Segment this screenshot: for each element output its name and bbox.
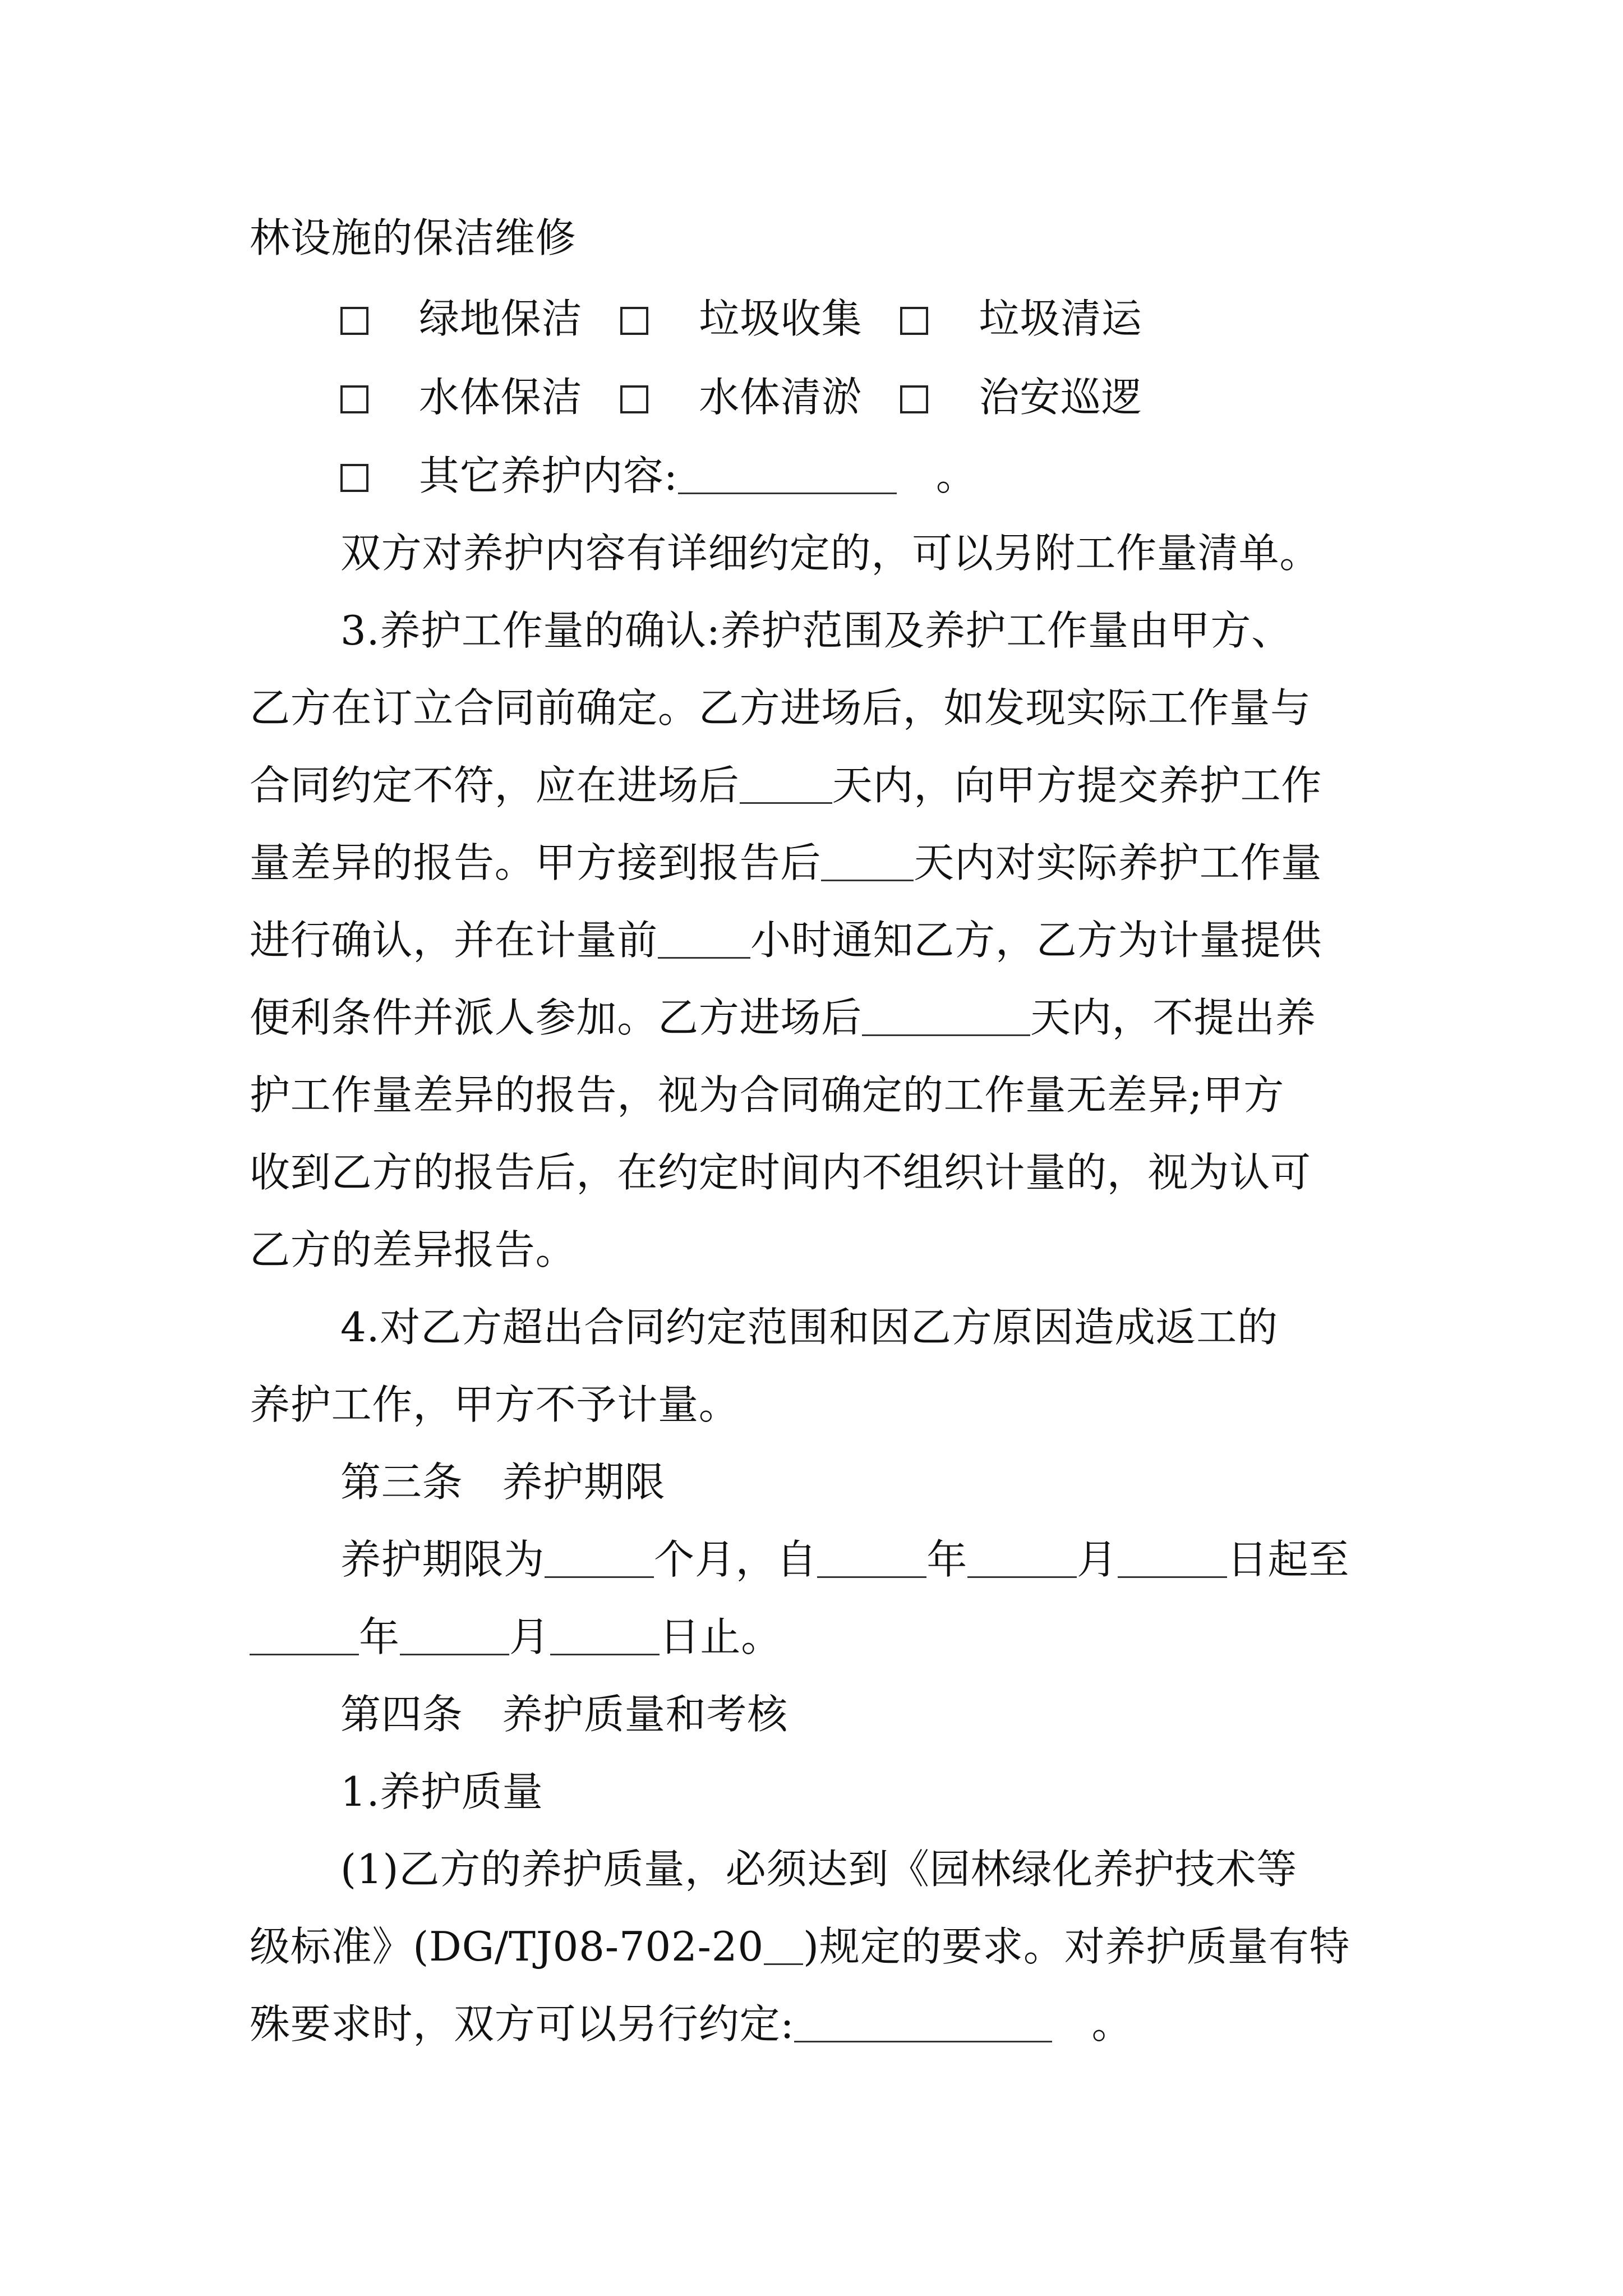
label-other-maintenance: 其它养护内容: [419, 452, 678, 499]
s3-line-8: 收到乙方的报告后，在约定时间内不组织计量的，视为认可 [250, 1149, 1311, 1196]
s3-line-4-text-b: 天内对实际养护工作量 [914, 839, 1322, 886]
quality-line-3-text: 殊要求时，双方可以另行约定: [250, 2000, 795, 2047]
s3-line-4-text-a: 量差异的报告。甲方接到报告后 [250, 839, 822, 886]
term-line-1 [340, 1536, 1350, 1583]
article-4-title: 养护质量和考核 [502, 1691, 789, 1738]
quality-line-2 [250, 1923, 1350, 1970]
term-text-c: 年 [926, 1536, 968, 1583]
s3-line-6-text-a: 便利条件并派人参加。乙方进场后 [250, 994, 863, 1041]
s3-line-3 [250, 762, 1322, 809]
quality-heading: 1.养护质量 [340, 1768, 543, 1815]
blank-special-requirement[interactable] [794, 2009, 1052, 2042]
label-water-dredging: 水体清淤 [699, 374, 863, 421]
s4-line-2: 养护工作，甲方不予计量。 [250, 1381, 740, 1428]
blank-start-year[interactable] [817, 1545, 926, 1578]
checkbox-greenland-cleaning[interactable] [340, 307, 368, 335]
term-line-2 [250, 1613, 782, 1660]
checkbox-other-maintenance[interactable] [340, 464, 368, 492]
checkbox-row-2 [340, 374, 1142, 421]
label-greenland-cleaning: 绿地保洁 [419, 295, 583, 342]
blank-days-report[interactable] [740, 771, 832, 804]
term-text-h: 日止。 [659, 1613, 782, 1660]
s3-line-2: 乙方在订立合同前确定。乙方进场后，如发现实际工作量与 [250, 684, 1311, 731]
article-3-heading [340, 1458, 666, 1506]
s3-line-3-text-b: 天内，向甲方提交养护工作 [832, 762, 1322, 809]
checkbox-security-patrol[interactable] [900, 385, 928, 413]
para-detail-agreement: 双方对养护内容有详细约定的，可以另附工作量清单。 [340, 530, 1321, 577]
blank-hours-notice[interactable] [658, 926, 750, 959]
blank-start-day[interactable] [1118, 1545, 1227, 1578]
line-facility-maintenance: 林设施的保洁维修 [250, 214, 577, 261]
blank-standard-year[interactable] [764, 1932, 803, 1965]
term-text-e: 日起至 [1227, 1536, 1350, 1583]
checkbox-water-dredging[interactable] [620, 385, 648, 413]
blank-end-day[interactable] [550, 1622, 660, 1655]
blank-end-year[interactable] [250, 1622, 359, 1655]
article-3-number: 第三条 [340, 1458, 463, 1506]
s3-line-3-text-a: 合同约定不符，应在进场后 [250, 762, 740, 809]
quality-line-3 [250, 2000, 1133, 2047]
blank-other-maintenance[interactable] [678, 461, 897, 494]
blank-days-confirm[interactable] [821, 848, 914, 881]
s3-line-4 [250, 839, 1322, 886]
quality-line-2-text-b: )规定的要求。对养护质量有特 [803, 1923, 1350, 1970]
checkbox-row-1 [340, 295, 1142, 342]
quality-line-1: (1)乙方的养护质量，必须达到《园林绿化养护技术等 [340, 1846, 1297, 1893]
label-security-patrol: 治安巡逻 [979, 374, 1142, 421]
term-text-f: 年 [359, 1613, 400, 1660]
term-text-b: 个月，自 [654, 1536, 818, 1583]
period-mark-2: 。 [1091, 2000, 1133, 2047]
s3-line-5-text-b: 小时通知乙方，乙方为计量提供 [750, 917, 1322, 964]
term-text-d: 月 [1077, 1536, 1118, 1583]
article-3-title: 养护期限 [502, 1458, 666, 1506]
s3-line-1: 3.养护工作量的确认:养护范围及养护工作量由甲方、 [340, 607, 1292, 654]
checkbox-water-cleaning[interactable] [340, 385, 368, 413]
quality-line-2-text-a: 级标准》(DG/TJ08-702-20 [250, 1923, 764, 1970]
s3-line-5-text-a: 进行确认，并在计量前 [250, 917, 658, 964]
s3-line-9: 乙方的差异报告。 [250, 1226, 577, 1273]
other-maintenance-row [340, 452, 977, 499]
blank-end-month[interactable] [400, 1622, 509, 1655]
label-garbage-removal: 垃圾清运 [979, 295, 1142, 342]
s3-line-6-text-b: 天内，不提出养 [1030, 994, 1316, 1041]
article-4-number: 第四条 [340, 1691, 463, 1738]
s3-line-5 [250, 917, 1322, 964]
s4-line-1: 4.对乙方超出合同约定范围和因乙方原因造成返工的 [340, 1304, 1278, 1351]
term-text-g: 月 [509, 1613, 550, 1660]
s3-line-6 [250, 994, 1316, 1041]
checkbox-garbage-collection[interactable] [620, 307, 648, 335]
article-4-heading [340, 1691, 789, 1738]
label-water-cleaning: 水体保洁 [419, 374, 583, 421]
checkbox-garbage-removal[interactable] [900, 307, 928, 335]
blank-days-no-report[interactable] [862, 1003, 1030, 1036]
blank-term-months[interactable] [545, 1545, 654, 1578]
period-mark: 。 [935, 452, 977, 499]
term-text-a: 养护期限为 [340, 1536, 545, 1583]
s3-line-7: 护工作量差异的报告，视为合同确定的工作量无差异;甲方 [250, 1071, 1285, 1119]
label-garbage-collection: 垃圾收集 [699, 295, 863, 342]
blank-start-month[interactable] [967, 1545, 1077, 1578]
